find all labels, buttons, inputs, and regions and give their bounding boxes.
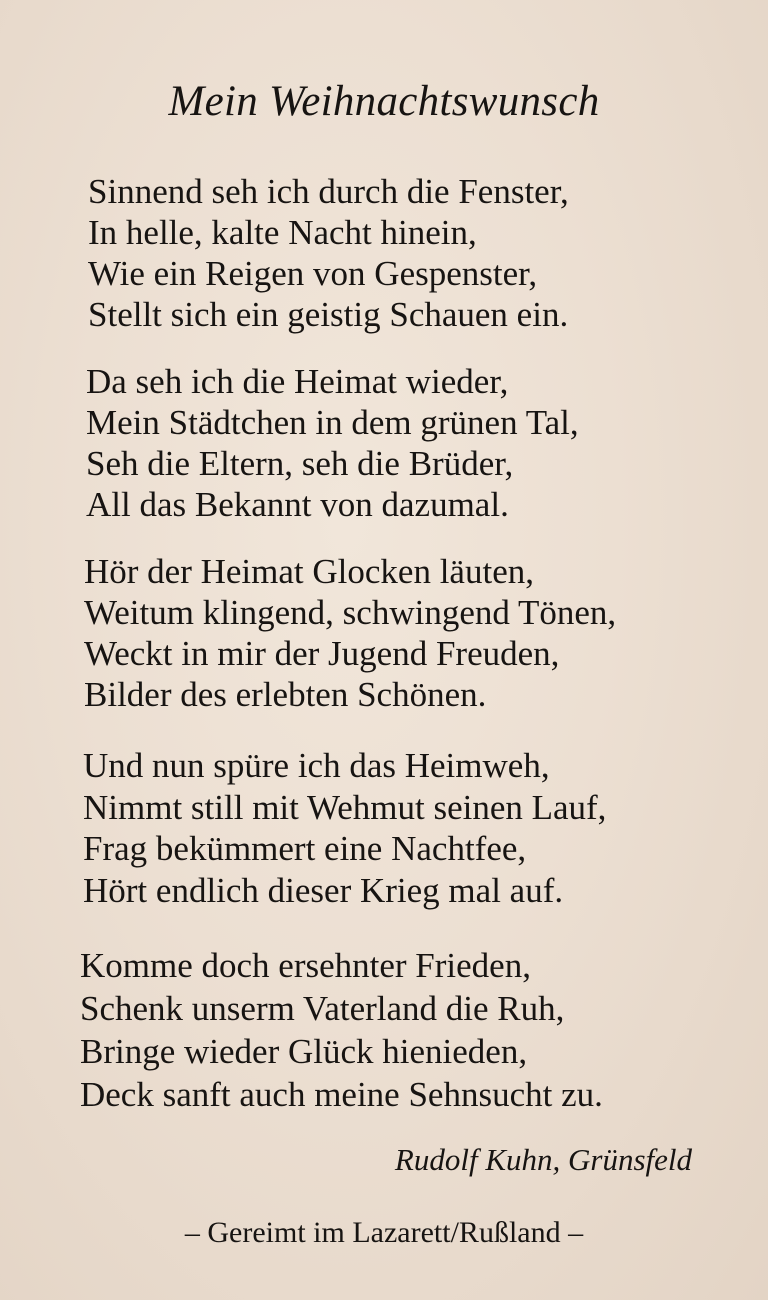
poem-line: Weitum klingend, schwingend Tönen, <box>84 593 617 632</box>
poem-line: Bilder des erlebten Schönen. <box>84 675 487 714</box>
poem-line: Schenk unserm Vaterland die Ruh, <box>80 989 565 1028</box>
stanza-2 <box>86 361 579 525</box>
poem-line: Nimmt still mit Wehmut seinen Lauf, <box>83 787 607 827</box>
poem-line: All das Bekannt von dazumal. <box>86 485 509 524</box>
poem-title: Mein Weihnachtswunsch <box>168 78 600 125</box>
poem-line: Stellt sich ein geistig Schauen ein. <box>88 295 569 334</box>
poem-line: Und nun spüre ich das Heimweh, <box>83 746 550 785</box>
stanza-3 <box>84 551 616 715</box>
poem-line: Bringe wieder Glück hienieden, <box>80 1032 528 1071</box>
poem-line: Hör der Heimat Glocken läuten, <box>84 552 534 591</box>
stanza-4 <box>83 745 606 911</box>
origin-note: – Gereimt im Lazarett/Rußland – <box>184 1216 584 1249</box>
poem-line: Mein Städtchen in dem grünen Tal, <box>86 403 579 442</box>
poem-line: Weckt in mir der Jugend Freuden, <box>84 634 560 673</box>
poem-line: Seh die Eltern, seh die Brüder, <box>86 444 514 483</box>
poem-line: Wie ein Reigen von Gespenster, <box>88 254 538 293</box>
poem-line: Hört endlich dieser Krieg mal auf. <box>83 870 564 910</box>
poem-line: Frag bekümmert eine Nachtfee, <box>83 829 527 868</box>
author-signature: Rudolf Kuhn, Grünsfeld <box>394 1142 692 1177</box>
poem-line: Deck sanft auch meine Sehnsucht zu. <box>80 1075 603 1114</box>
stanza-5 <box>80 944 603 1116</box>
stanza-1 <box>88 171 569 335</box>
poem-line: Da seh ich die Heimat wieder, <box>86 362 509 401</box>
poem-line: Komme doch ersehnter Frieden, <box>80 946 531 985</box>
poem-line: Sinnend seh ich durch die Fenster, <box>88 172 569 211</box>
poem-line: In helle, kalte Nacht hinein, <box>88 213 477 252</box>
